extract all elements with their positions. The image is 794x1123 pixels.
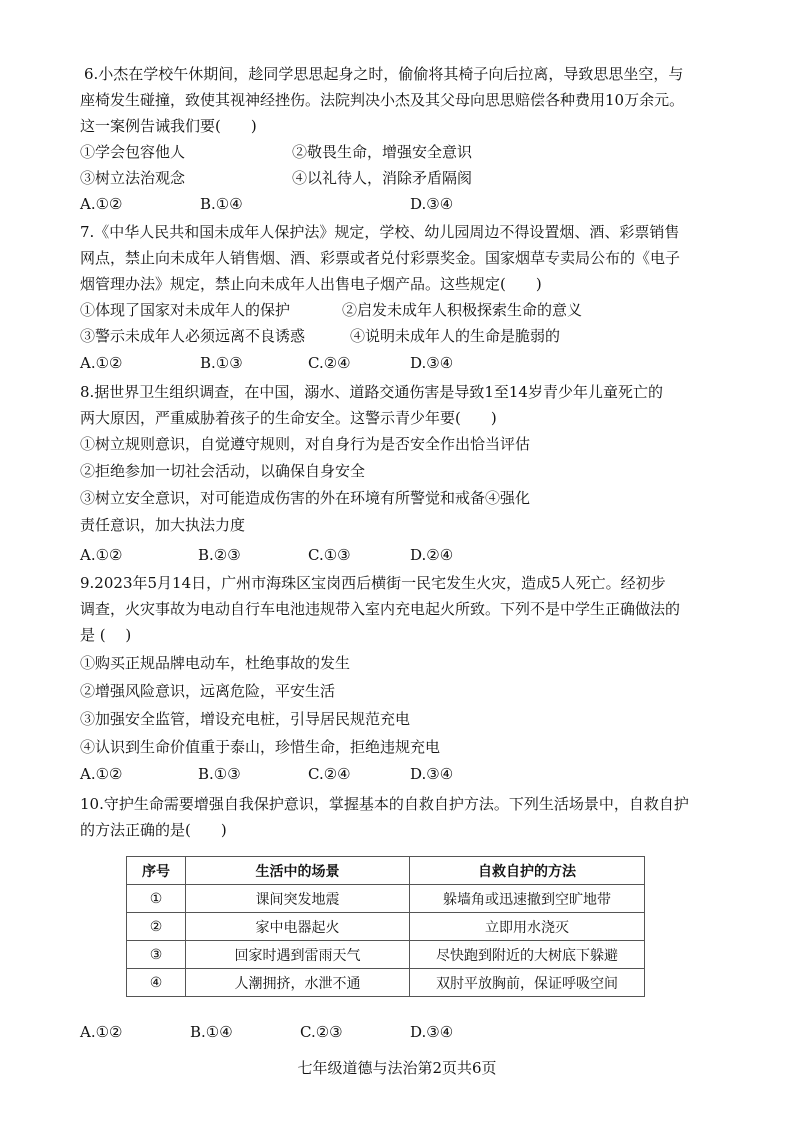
q8-choice-a: A.①② (80, 546, 123, 564)
q7-item-4: ④说明未成年人的生命是脆弱的 (350, 327, 561, 345)
q6-item-3: ③树立法治观念 (80, 169, 186, 187)
q7-items-row-2 (80, 326, 720, 346)
q8-item-1: ①树立规则意识，自觉遵守规则，对自身行为是否安全作出恰当评估 (80, 435, 531, 453)
q9-stem-line-3: 是 ( ) (80, 626, 132, 644)
q9-choice-c: C.②④ (308, 765, 351, 783)
table-cell-number: ② (127, 913, 186, 941)
q7-choices (80, 353, 720, 373)
q8-item-4: 责任意识，加大执法力度 (80, 516, 246, 534)
table-cell-number: ④ (127, 969, 186, 997)
q6-items-row-2 (80, 168, 720, 188)
q9-item-2: ②增强风险意识，远离危险，平安生活 (80, 682, 336, 700)
q10-choices (80, 1022, 720, 1042)
q6-choice-d: D.③④ (410, 195, 454, 213)
q6-items-row-1 (80, 142, 720, 162)
q9-item-1: ①购买正规品牌电动车，杜绝事故的发生 (80, 654, 351, 672)
table-row (127, 913, 645, 941)
table-row (127, 941, 645, 969)
q6-item-2: ②敬畏生命，增强安全意识 (292, 143, 473, 161)
q7-choice-a: A.①② (80, 354, 123, 372)
table-header-method: 自救自护的方法 (410, 857, 645, 885)
q10-choice-a: A.①② (80, 1023, 123, 1041)
q9-choice-d: D.③④ (410, 765, 454, 783)
q9-stem-line-2: 调查，火灾事故为电动自行车电池违规带入室内充电起火所致。下列不是中学生正确做法的 (80, 600, 681, 618)
table-row (127, 885, 645, 913)
q10-stem-line-1: 10.守护生命需要增强自我保护意识，掌握基本的自救自护方法。下列生活场景中，自救自护 (80, 795, 689, 813)
table-cell-method: 双肘平放胸前，保证呼吸空间 (410, 969, 645, 997)
q7-stem-line-1: 7.《中华人民共和国未成年人保护法》规定，学校、幼儿园周边不得设置烟、酒、彩票销售 (80, 223, 680, 241)
table-cell-scenario: 课间突发地震 (186, 885, 410, 913)
q9-choices (80, 764, 720, 784)
q10-scenario-table-wrap (126, 856, 645, 997)
table-cell-number: ③ (127, 941, 186, 969)
q8-choice-c: C.①③ (308, 546, 351, 564)
table-cell-method: 立即用水浇灭 (410, 913, 645, 941)
q6-choice-a: A.①② (80, 195, 123, 213)
q6-choice-b: B.①④ (200, 195, 243, 213)
q6-item-1: ①学会包容他人 (80, 143, 186, 161)
q8-stem-line-1: 8.据世界卫生组织调查，在中国，溺水、道路交通伤害是导致1至14岁青少年儿童死亡的 (80, 383, 663, 401)
q8-choices (80, 545, 720, 565)
table-cell-method: 尽快跑到附近的大树底下躲避 (410, 941, 645, 969)
q8-stem-line-2: 两大原因，严重威胁着孩子的生命安全。这警示青少年要( ) (80, 409, 497, 427)
q7-choice-b: B.①③ (200, 354, 243, 372)
q7-item-2: ②启发未成年人积极探索生命的意义 (342, 301, 583, 319)
q8-item-3: ③树立安全意识，对可能造成伤害的外在环境有所警觉和戒备④强化 (80, 489, 531, 507)
q10-choice-c: C.②③ (300, 1023, 343, 1041)
q7-item-3: ③警示未成年人必须远离不良诱惑 (80, 327, 306, 345)
table-header-number: 序号 (127, 857, 186, 885)
table-header-row (127, 857, 645, 885)
q10-stem-line-2: 的方法正确的是( ) (80, 821, 227, 839)
q8-choice-d: D.②④ (410, 546, 454, 564)
q7-stem-line-2: 网点，禁止向未成年人销售烟、酒、彩票或者兑付彩票奖金。国家烟草专卖局公布的《电子 (80, 249, 681, 267)
q9-choice-a: A.①② (80, 765, 123, 783)
q8-item-2: ②拒绝参加一切社会活动，以确保自身安全 (80, 462, 366, 480)
q10-choice-b: B.①④ (190, 1023, 233, 1041)
q10-choice-d: D.③④ (410, 1023, 454, 1041)
q7-choice-d: D.③④ (410, 354, 454, 372)
page-footer: 七年级道德与法治第2页共6页 (297, 1059, 497, 1077)
q6-stem-line-2: 座椅发生碰撞，致使其视神经挫伤。法院判决小杰及其父母向思思赔偿各种费用10万余元。 (80, 91, 685, 109)
table-cell-scenario: 人潮拥挤，水泄不通 (186, 969, 410, 997)
table-header-scenario: 生活中的场景 (186, 857, 410, 885)
q6-item-4: ④以礼待人，消除矛盾隔阂 (292, 169, 473, 187)
table-row (127, 969, 645, 997)
q9-item-3: ③加强安全监管，增设充电桩，引导居民规范充电 (80, 710, 411, 728)
table-cell-number: ① (127, 885, 186, 913)
q9-item-4: ④认识到生命价值重于泰山，珍惜生命，拒绝违规充电 (80, 738, 441, 756)
q7-item-1: ①体现了国家对未成年人的保护 (80, 301, 291, 319)
q7-stem-line-3: 烟管理办法》规定，禁止向未成年人出售电子烟产品。这些规定( ) (80, 275, 542, 293)
q8-choice-b: B.②③ (198, 546, 241, 564)
q9-choice-b: B.①③ (198, 765, 241, 783)
q10-scenario-table (126, 856, 645, 997)
q9-stem-line-1: 9.2023年5月14日，广州市海珠区宝岗西后横街一民宅发生火灾，造成5人死亡。经初步 (80, 574, 666, 592)
q6-stem-line-1: 6.小杰在学校午休期间，趁同学思思起身之时，偷偷将其椅子向后拉离，导致思思坐空，与 (84, 65, 684, 83)
table-cell-scenario: 家中电器起火 (186, 913, 410, 941)
q6-choices (80, 194, 720, 214)
q7-items-row-1 (80, 300, 720, 320)
table-cell-scenario: 回家时遇到雷雨天气 (186, 941, 410, 969)
q6-stem-line-3: 这一案例告诫我们要( ) (80, 117, 257, 135)
table-cell-method: 躲墙角或迅速撤到空旷地带 (410, 885, 645, 913)
q7-choice-c: C.②④ (308, 354, 351, 372)
